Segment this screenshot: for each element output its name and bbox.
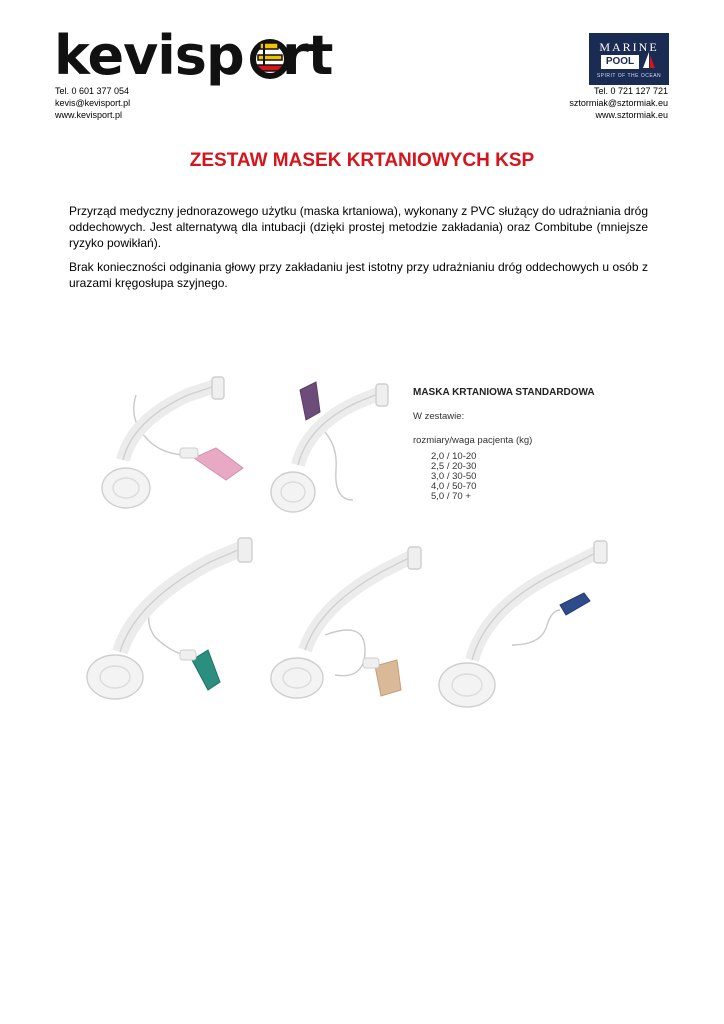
email-right[interactable]: sztormiak@sztormiak.eu — [569, 98, 668, 108]
laryngeal-mask-size-2-image — [88, 360, 258, 530]
size-item: 3,0 / 30-50 — [431, 471, 477, 482]
website-right[interactable]: www.sztormiak.eu — [595, 110, 668, 120]
marine-tagline: SPIRIT OF THE OCEAN — [596, 73, 662, 79]
size-item: 2,5 / 20-30 — [431, 461, 477, 472]
description-paragraph: Przyrząd medyczny jednorazowego użytku (maska krtaniowa), wykonany z PVC służący do udrażniania dróg oddechowych. Jest alternatywą dla intubacji (dzięki prostej metodzie zakładania) oraz Combitube (mniejsze ryzyko powikłań). — [69, 204, 648, 250]
size-item: 4,0 / 50-70 — [431, 481, 477, 492]
size-list — [431, 452, 613, 502]
set-label: W zestawie: — [413, 411, 465, 422]
phone-left: Tel. 0 601 377 054 — [55, 86, 130, 96]
laryngeal-mask-size-2-5-image — [258, 360, 418, 530]
email-left[interactable]: kevis@kevisport.pl — [55, 98, 131, 108]
page-title: ZESTAW MASEK KRTANIOWYCH KSP — [189, 150, 535, 171]
laryngeal-mask-size-4-image — [265, 540, 435, 710]
logo-text-left: kevisp — [54, 24, 244, 87]
marine-word: MARINE — [599, 40, 659, 54]
size-item: 2,0 / 10-20 — [431, 451, 477, 462]
website-left[interactable]: www.kevisport.pl — [55, 110, 123, 120]
usage-paragraph: Brak konieczności odginania głowy przy zakładaniu jest istotny przy udrażnianiu dróg oddechowych u osób z urazami kręgosłupa szyjnego. — [69, 260, 648, 290]
pool-word: POOL — [601, 55, 639, 69]
marine-pool-logo — [589, 33, 669, 85]
phone-right: Tel. 0 721 127 721 — [593, 86, 668, 96]
contact-right — [569, 85, 668, 121]
product-info — [413, 387, 613, 502]
laryngeal-mask-size-5-image — [432, 535, 612, 715]
sizes-label: rozmiary/waga pacjenta (kg) — [413, 435, 533, 446]
kevisport-logo — [54, 26, 344, 86]
product-heading: MASKA KRTANIOWA STANDARDOWA — [413, 387, 595, 398]
contact-left — [55, 85, 130, 121]
laryngeal-mask-size-3-image — [80, 532, 260, 712]
logo-text-right: rt — [282, 24, 333, 87]
size-item: 5,0 / 70 + — [431, 491, 471, 502]
sail-icon — [641, 50, 657, 70]
